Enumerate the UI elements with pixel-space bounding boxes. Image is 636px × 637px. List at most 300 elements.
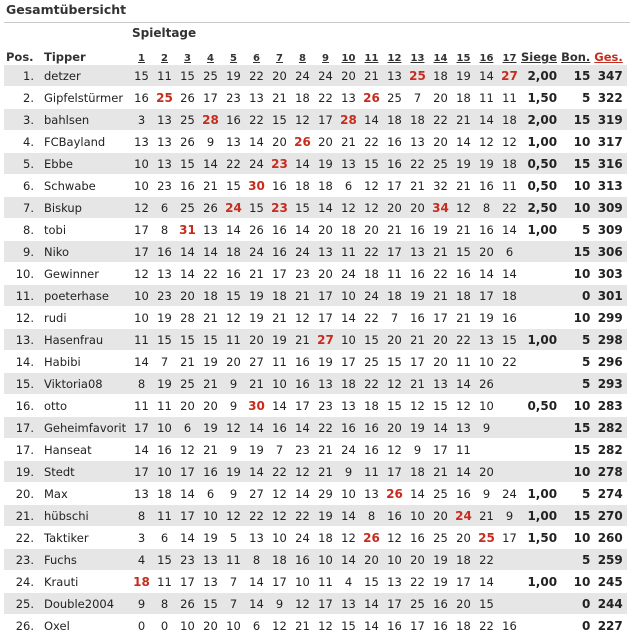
round-points: 16 xyxy=(452,483,475,505)
round-points: 10 xyxy=(130,153,153,175)
tipper-name-cell: FCBayland xyxy=(40,131,130,153)
round-points: 18 xyxy=(452,549,475,571)
bonus-cell: 5 xyxy=(561,549,594,571)
siege-cell: 1,00 xyxy=(521,483,561,505)
table-row xyxy=(4,483,627,505)
round-points: 10 xyxy=(130,307,153,329)
round-points: 19 xyxy=(475,153,498,175)
round-points: 12 xyxy=(383,439,406,461)
round-header-link[interactable]: 4 xyxy=(207,53,214,64)
round-points: 22 xyxy=(268,461,291,483)
round-points: 14 xyxy=(406,483,429,505)
bonus-cell: 5 xyxy=(561,87,594,109)
round-points: 28 xyxy=(176,307,199,329)
round-points: 21 xyxy=(452,175,475,197)
round-points: 17 xyxy=(130,417,153,439)
round-points: 16 xyxy=(153,439,176,461)
tipper-name-cell: otto xyxy=(40,395,130,417)
tipper-name-cell: Gewinner xyxy=(40,263,130,285)
round-points: 4 xyxy=(130,549,153,571)
round-points: 16 xyxy=(291,351,314,373)
round-points: 19 xyxy=(153,373,176,395)
round-points: 16 xyxy=(268,417,291,439)
round-points: 16 xyxy=(475,175,498,197)
round-points: 9 xyxy=(475,417,498,439)
round-points: 15 xyxy=(268,109,291,131)
round-points: 15 xyxy=(337,615,360,637)
round-points: 21 xyxy=(199,175,222,197)
round-points: 10 xyxy=(176,615,199,637)
round-points: 16 xyxy=(291,549,314,571)
position-cell: 20. xyxy=(4,483,40,505)
total-cell: 309 xyxy=(594,219,626,241)
tipper-name-cell: poeterhase xyxy=(40,285,130,307)
round-points: 16 xyxy=(153,241,176,263)
round-header-link[interactable]: 14 xyxy=(433,53,448,64)
round-points: 25 xyxy=(199,65,222,87)
round-points: 13 xyxy=(153,131,176,153)
round-points: 18 xyxy=(360,395,383,417)
round-points: 21 xyxy=(199,307,222,329)
round-points: 15 xyxy=(176,153,199,175)
round-header-link[interactable]: 9 xyxy=(322,53,329,64)
round-points: 19 xyxy=(245,307,268,329)
table-row xyxy=(4,417,627,439)
bonus-cell: 0 xyxy=(561,593,594,615)
position-cell: 1. xyxy=(4,65,40,87)
total-cell: 244 xyxy=(594,593,626,615)
round-points xyxy=(498,373,521,395)
round-points: 14 xyxy=(498,219,521,241)
round-points: 17 xyxy=(268,571,291,593)
round-points: 11 xyxy=(314,571,337,593)
round-header-link[interactable]: 6 xyxy=(253,53,260,64)
siege-header-link[interactable]: Siege xyxy=(521,50,558,64)
tipper-header: Tipper xyxy=(44,50,86,64)
round-points: 21 xyxy=(429,285,452,307)
siege-cell: 1,00 xyxy=(521,329,561,351)
round-points: 16 xyxy=(222,109,245,131)
round-points: 10 xyxy=(268,373,291,395)
round-points: 10 xyxy=(199,505,222,527)
position-cell: 23. xyxy=(4,549,40,571)
siege-cell: 2,00 xyxy=(521,65,561,87)
round-points: 32 xyxy=(429,175,452,197)
round-points: 18 xyxy=(452,87,475,109)
table-row xyxy=(4,241,627,263)
round-points: 14 xyxy=(245,461,268,483)
round-points: 23 xyxy=(153,285,176,307)
round-points: 22 xyxy=(222,153,245,175)
round-points: 13 xyxy=(199,571,222,593)
round-points: 14 xyxy=(291,417,314,439)
round-points: 17 xyxy=(176,461,199,483)
round-points: 20 xyxy=(429,351,452,373)
siege-cell xyxy=(521,549,561,571)
round-header-link[interactable]: 11 xyxy=(364,53,379,64)
round-points: 15 xyxy=(199,329,222,351)
round-points: 23 xyxy=(153,175,176,197)
round-points: 20 xyxy=(199,395,222,417)
tipper-name-cell: Schwabe xyxy=(40,175,130,197)
round-points: 14 xyxy=(337,549,360,571)
round-points: 7 xyxy=(222,571,245,593)
round-points: 15 xyxy=(360,571,383,593)
siege-cell xyxy=(521,593,561,615)
round-points: 6 xyxy=(153,197,176,219)
round-points: 17 xyxy=(176,571,199,593)
round-points: 22 xyxy=(245,65,268,87)
round-header-link[interactable]: 8 xyxy=(299,53,306,64)
round-points: 22 xyxy=(199,263,222,285)
round-points: 20 xyxy=(337,65,360,87)
round-points: 18 xyxy=(498,153,521,175)
round-points: 7 xyxy=(222,593,245,615)
round-points: 18 xyxy=(268,549,291,571)
table-row xyxy=(4,329,627,351)
round-points: 22 xyxy=(406,571,429,593)
round-points: 19 xyxy=(153,307,176,329)
round-points: 17 xyxy=(314,109,337,131)
round-points: 11 xyxy=(452,439,475,461)
round-points: 15 xyxy=(429,395,452,417)
round-points: 9 xyxy=(498,505,521,527)
round-points: 14 xyxy=(314,197,337,219)
round-points: 8 xyxy=(130,373,153,395)
position-cell: 17. xyxy=(4,439,40,461)
round-points: 16 xyxy=(406,307,429,329)
total-cell: 260 xyxy=(594,527,626,549)
siege-cell xyxy=(521,461,561,483)
round-points: 18 xyxy=(199,285,222,307)
round-header-link[interactable]: 7 xyxy=(276,53,283,64)
siege-cell: 1,00 xyxy=(521,219,561,241)
round-points: 0 xyxy=(153,615,176,637)
round-points-best: 24 xyxy=(452,505,475,527)
position-cell: 3. xyxy=(4,109,40,131)
round-points-best: 25 xyxy=(475,527,498,549)
tipper-name-cell: Taktiker xyxy=(40,527,130,549)
tipper-name-cell: Hanseat xyxy=(40,439,130,461)
round-points: 22 xyxy=(429,109,452,131)
round-points: 20 xyxy=(452,527,475,549)
total-cell: 319 xyxy=(594,109,626,131)
bonus-cell: 5 xyxy=(561,351,594,373)
round-points: 13 xyxy=(452,417,475,439)
round-points: 21 xyxy=(429,241,452,263)
round-points: 14 xyxy=(199,153,222,175)
total-cell: 282 xyxy=(594,417,626,439)
round-points: 10 xyxy=(153,461,176,483)
ges-header-link[interactable]: Ges. xyxy=(594,50,623,64)
round-points: 20 xyxy=(360,219,383,241)
round-points: 22 xyxy=(360,131,383,153)
total-cell: 227 xyxy=(594,615,626,637)
round-points: 17 xyxy=(406,351,429,373)
round-points: 26 xyxy=(245,219,268,241)
round-points: 19 xyxy=(406,285,429,307)
round-points: 12 xyxy=(383,373,406,395)
round-points: 6 xyxy=(498,241,521,263)
round-points: 26 xyxy=(199,197,222,219)
round-points: 11 xyxy=(130,395,153,417)
round-points: 16 xyxy=(406,527,429,549)
tipper-name-cell: Max xyxy=(40,483,130,505)
round-points: 20 xyxy=(429,87,452,109)
position-cell: 12. xyxy=(4,307,40,329)
round-points: 13 xyxy=(337,395,360,417)
round-points: 20 xyxy=(406,549,429,571)
round-points: 19 xyxy=(268,329,291,351)
table-row xyxy=(4,307,627,329)
round-points: 15 xyxy=(383,351,406,373)
round-points: 23 xyxy=(291,263,314,285)
siege-cell: 0,50 xyxy=(521,175,561,197)
round-points: 16 xyxy=(383,153,406,175)
round-header-link[interactable]: 13 xyxy=(410,53,425,64)
round-points: 18 xyxy=(314,527,337,549)
round-points: 20 xyxy=(176,285,199,307)
round-points: 14 xyxy=(291,219,314,241)
round-points: 13 xyxy=(199,219,222,241)
round-points: 10 xyxy=(314,549,337,571)
round-points: 6 xyxy=(245,615,268,637)
tipper-name-cell: Viktoria08 xyxy=(40,373,130,395)
round-points: 13 xyxy=(429,373,452,395)
round-points: 12 xyxy=(383,527,406,549)
round-points: 12 xyxy=(222,307,245,329)
round-points: 21 xyxy=(337,131,360,153)
round-points: 29 xyxy=(314,483,337,505)
round-points: 9 xyxy=(268,593,291,615)
round-points: 18 xyxy=(383,109,406,131)
tipper-name-cell: Ebbe xyxy=(40,153,130,175)
siege-cell xyxy=(521,439,561,461)
round-points: 16 xyxy=(429,615,452,637)
round-points: 21 xyxy=(360,65,383,87)
round-points: 17 xyxy=(383,593,406,615)
round-points: 17 xyxy=(130,219,153,241)
round-points xyxy=(475,439,498,461)
round-points: 16 xyxy=(383,505,406,527)
round-points: 14 xyxy=(245,417,268,439)
round-points: 14 xyxy=(360,109,383,131)
round-points: 20 xyxy=(176,395,199,417)
round-points: 5 xyxy=(222,527,245,549)
round-points: 26 xyxy=(176,131,199,153)
round-header-link[interactable]: 12 xyxy=(387,53,402,64)
bonus-cell: 10 xyxy=(561,571,594,593)
round-points: 21 xyxy=(314,461,337,483)
round-points: 18 xyxy=(314,175,337,197)
round-points: 25 xyxy=(383,87,406,109)
round-points: 26 xyxy=(176,87,199,109)
round-points: 21 xyxy=(406,373,429,395)
round-points: 18 xyxy=(291,175,314,197)
round-points: 16 xyxy=(176,175,199,197)
round-points: 9 xyxy=(130,593,153,615)
round-points: 14 xyxy=(498,263,521,285)
siege-cell: 2,00 xyxy=(521,109,561,131)
round-points: 16 xyxy=(360,439,383,461)
round-points: 16 xyxy=(498,615,521,637)
round-points: 16 xyxy=(360,417,383,439)
round-points: 10 xyxy=(383,549,406,571)
round-points: 16 xyxy=(337,417,360,439)
round-points: 12 xyxy=(130,197,153,219)
round-points: 10 xyxy=(337,483,360,505)
round-points: 16 xyxy=(268,175,291,197)
round-points: 13 xyxy=(314,241,337,263)
round-points: 14 xyxy=(360,615,383,637)
round-points: 10 xyxy=(406,505,429,527)
round-header-link[interactable]: 10 xyxy=(341,53,356,64)
round-header-link[interactable]: 3 xyxy=(184,53,191,64)
round-points: 18 xyxy=(406,461,429,483)
round-points: 15 xyxy=(383,395,406,417)
siege-cell xyxy=(521,373,561,395)
round-points: 21 xyxy=(452,109,475,131)
round-points: 21 xyxy=(475,505,498,527)
round-points: 15 xyxy=(360,153,383,175)
table-row xyxy=(4,219,627,241)
round-points xyxy=(498,461,521,483)
tipper-name-cell: Hasenfrau xyxy=(40,329,130,351)
round-points: 14 xyxy=(222,219,245,241)
table-row xyxy=(4,505,627,527)
round-points: 14 xyxy=(130,439,153,461)
tipper-name-cell: Stedt xyxy=(40,461,130,483)
round-points: 15 xyxy=(475,593,498,615)
position-cell: 10. xyxy=(4,263,40,285)
round-points: 12 xyxy=(360,197,383,219)
round-points: 16 xyxy=(406,263,429,285)
round-points: 16 xyxy=(498,307,521,329)
round-points: 20 xyxy=(222,351,245,373)
round-points: 17 xyxy=(337,351,360,373)
round-points: 14 xyxy=(337,307,360,329)
round-points: 22 xyxy=(360,373,383,395)
round-points: 21 xyxy=(245,373,268,395)
round-points: 20 xyxy=(406,197,429,219)
round-points: 21 xyxy=(245,263,268,285)
bonus-cell: 15 xyxy=(561,241,594,263)
total-cell: 274 xyxy=(594,483,626,505)
round-points: 20 xyxy=(429,131,452,153)
round-points: 17 xyxy=(314,593,337,615)
round-header-link[interactable]: 16 xyxy=(479,53,494,64)
round-points: 25 xyxy=(176,373,199,395)
tipper-name-cell: rudi xyxy=(40,307,130,329)
round-points: 12 xyxy=(337,527,360,549)
round-points: 7 xyxy=(383,307,406,329)
round-header-link[interactable]: 15 xyxy=(456,53,471,64)
round-points: 12 xyxy=(268,483,291,505)
round-points: 14 xyxy=(245,131,268,153)
round-points-best: 28 xyxy=(337,109,360,131)
round-points-best: 25 xyxy=(153,87,176,109)
bonus-cell: 5 xyxy=(561,373,594,395)
round-points: 19 xyxy=(245,285,268,307)
position-cell: 15. xyxy=(4,373,40,395)
round-points xyxy=(498,593,521,615)
round-points-best: 30 xyxy=(245,395,268,417)
siege-cell: 1,50 xyxy=(521,87,561,109)
round-points: 12 xyxy=(406,395,429,417)
round-points: 21 xyxy=(314,439,337,461)
round-points: 21 xyxy=(291,329,314,351)
round-points: 15 xyxy=(245,197,268,219)
round-points: 12 xyxy=(130,263,153,285)
bonus-cell: 10 xyxy=(561,197,594,219)
round-points: 17 xyxy=(429,307,452,329)
round-header-link[interactable]: 17 xyxy=(502,53,517,64)
round-points: 19 xyxy=(314,153,337,175)
header-row xyxy=(4,46,627,65)
round-points: 6 xyxy=(176,417,199,439)
round-points-best: 26 xyxy=(291,131,314,153)
round-points: 19 xyxy=(475,307,498,329)
round-points: 10 xyxy=(475,395,498,417)
bonus-cell: 0 xyxy=(561,285,594,307)
bon-header-link[interactable]: Bon. xyxy=(561,50,591,64)
round-points: 22 xyxy=(475,615,498,637)
round-points: 20 xyxy=(314,131,337,153)
round-points: 24 xyxy=(245,241,268,263)
round-points: 11 xyxy=(153,571,176,593)
round-points: 9 xyxy=(222,373,245,395)
round-points: 8 xyxy=(360,505,383,527)
total-cell: 259 xyxy=(594,549,626,571)
siege-cell: 0,50 xyxy=(521,395,561,417)
round-points: 13 xyxy=(153,263,176,285)
round-points: 17 xyxy=(429,439,452,461)
round-points: 14 xyxy=(475,109,498,131)
round-points: 22 xyxy=(498,197,521,219)
round-header-link[interactable]: 5 xyxy=(230,53,237,64)
round-points: 21 xyxy=(199,439,222,461)
round-points: 19 xyxy=(199,527,222,549)
tipper-name-cell: Gipfelstürmer xyxy=(40,87,130,109)
round-header-link[interactable]: 2 xyxy=(161,53,168,64)
round-points: 19 xyxy=(314,351,337,373)
table-row xyxy=(4,395,627,417)
round-points: 23 xyxy=(222,87,245,109)
round-points: 20 xyxy=(199,615,222,637)
total-cell: 316 xyxy=(594,153,626,175)
round-points: 13 xyxy=(153,153,176,175)
round-points: 14 xyxy=(176,241,199,263)
round-points: 22 xyxy=(429,263,452,285)
total-cell: 309 xyxy=(594,197,626,219)
round-points: 14 xyxy=(199,241,222,263)
round-points: 20 xyxy=(245,329,268,351)
round-points: 20 xyxy=(360,549,383,571)
position-cell: 6. xyxy=(4,175,40,197)
round-header-link[interactable]: 1 xyxy=(138,53,145,64)
position-cell: 26. xyxy=(4,615,40,637)
round-points: 13 xyxy=(360,483,383,505)
tipper-name-cell: Krauti xyxy=(40,571,130,593)
round-points: 17 xyxy=(498,527,521,549)
round-points: 9 xyxy=(406,439,429,461)
total-cell: 278 xyxy=(594,461,626,483)
round-points: 17 xyxy=(452,571,475,593)
round-points: 13 xyxy=(245,87,268,109)
round-points: 23 xyxy=(291,439,314,461)
round-points: 10 xyxy=(153,417,176,439)
total-cell: 301 xyxy=(594,285,626,307)
